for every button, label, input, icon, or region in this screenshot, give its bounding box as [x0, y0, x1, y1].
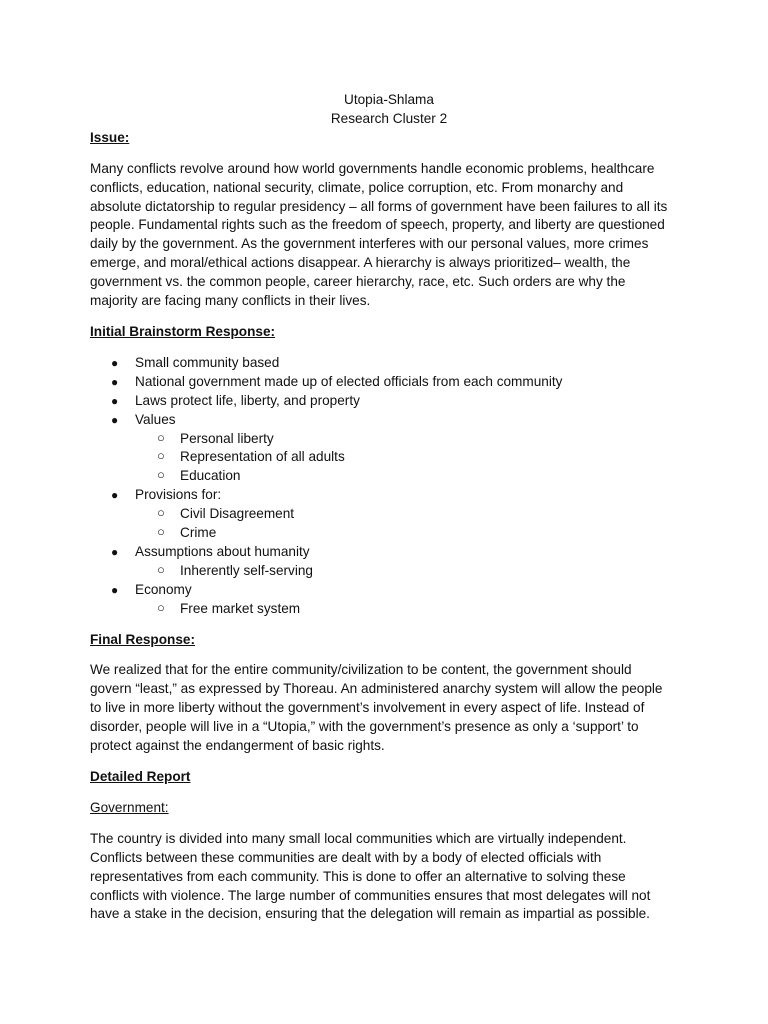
- bullet-icon: ●: [111, 582, 119, 597]
- list-item-label: National government made up of elected officials from each community: [135, 373, 563, 389]
- sub-list: [135, 430, 688, 487]
- list-item-label: Provisions for:: [135, 487, 222, 503]
- final-response-paragraph: [90, 661, 688, 756]
- bullet-icon: ●: [111, 544, 119, 559]
- document-subtitle: Research Cluster 2: [330, 110, 448, 126]
- list-item-label: Assumptions about humanity: [135, 543, 310, 559]
- sub-list-item: [135, 562, 688, 581]
- circle-bullet-icon: ○: [157, 448, 165, 464]
- circle-bullet-icon: ○: [157, 429, 165, 445]
- document-title: Utopia-Shlama: [344, 92, 434, 107]
- sub-list-item-label: Education: [180, 468, 241, 484]
- final-line: We realized that for the entire community/civilization to be content, the government should: [90, 662, 632, 678]
- sub-list-item-label: Civil Disagreement: [180, 506, 295, 522]
- issue-line: government vs. the common people, career hierarchy, race, etc. Such orders are why the: [90, 274, 626, 290]
- circle-bullet-icon: ○: [157, 561, 165, 577]
- sub-list-item-label: Crime: [180, 525, 217, 541]
- bullet-icon: ●: [111, 488, 119, 503]
- sub-list-item: [135, 505, 688, 524]
- sub-list-item-label: Inherently self-serving: [180, 562, 313, 578]
- sub-list: [135, 562, 688, 581]
- detailed-report-heading: Detailed Report: [90, 769, 191, 784]
- circle-bullet-icon: ○: [157, 467, 165, 483]
- final-line: protect against the endangerment of basic rights.: [90, 738, 385, 754]
- circle-bullet-icon: ○: [157, 524, 165, 540]
- sub-list-item-label: Personal liberty: [180, 430, 274, 446]
- list-item: [90, 373, 688, 392]
- issue-line: emerge, and moral/ethical actions disappear. A hierarchy is always prioritized– wealth, the: [90, 255, 631, 271]
- sub-list-item: [135, 467, 688, 486]
- issue-line: conflicts, education, national security, climate, police corruption, etc. From monarchy and: [90, 179, 624, 195]
- list-item-label: Economy: [135, 581, 192, 597]
- sub-list-item: [135, 600, 688, 619]
- issue-paragraph: [90, 160, 688, 311]
- sub-list-item: [135, 524, 688, 543]
- document-page: [90, 91, 688, 924]
- issue-line: daily by the government. As the government interferes with our personal values, more crimes: [90, 236, 649, 252]
- final-line: to live in more liberty without the government’s involvement in every aspect of life. Instead of: [90, 700, 645, 716]
- brainstorm-list: [90, 354, 688, 619]
- list-item: [90, 543, 688, 581]
- government-subheading: Government:: [90, 799, 169, 815]
- list-item-label: Small community based: [135, 354, 280, 370]
- bullet-icon: ●: [111, 374, 119, 389]
- issue-line: Many conflicts revolve around how world governments handle economic problems, healthcare: [90, 160, 655, 176]
- final-line: govern “least,” as expressed by Thoreau. An administered anarchy system will allow the people: [90, 681, 663, 697]
- sub-list: [135, 505, 688, 543]
- sub-list-item-label: Representation of all adults: [180, 449, 345, 465]
- sub-list-item: [135, 430, 688, 449]
- issue-line: people. Fundamental rights such as the freedom of speech, property, and liberty are questioned: [90, 217, 665, 233]
- sub-list-item-label: Free market system: [180, 600, 301, 616]
- report-line: representatives from each community. This is done to offer an alternative to solving these: [90, 868, 626, 884]
- report-line: conflicts with violence. The large number of communities ensures that most delegates will not: [90, 887, 651, 903]
- issue-line: absolute dictatorship to regular presidency – all forms of government have been failures to all its: [90, 198, 668, 214]
- circle-bullet-icon: ○: [157, 505, 165, 521]
- report-line: Conflicts between these communities are dealt with by a body of elected officials with: [90, 849, 602, 865]
- circle-bullet-icon: ○: [157, 599, 165, 615]
- list-item: [90, 486, 688, 543]
- report-line: The country is divided into many small local communities which are virtually independent.: [90, 830, 627, 846]
- bullet-icon: ●: [111, 412, 119, 427]
- list-item: [90, 411, 688, 487]
- government-paragraph: [90, 830, 688, 925]
- bullet-icon: ●: [111, 393, 119, 408]
- sub-list-item: [135, 448, 688, 467]
- final-response-heading: Final Response:: [90, 631, 195, 647]
- sub-list: [135, 600, 688, 619]
- report-line: have a stake in the decision, ensuring that the delegation will remain as impartial as possible.: [90, 906, 650, 922]
- issue-heading: Issue:: [90, 129, 130, 145]
- bullet-icon: ●: [111, 355, 119, 370]
- list-item-label: Laws protect life, liberty, and property: [135, 392, 360, 408]
- list-item-label: Values: [135, 411, 176, 427]
- final-line: disorder, people will live in a “Utopia,” with the government’s presence as only a ‘support’ to: [90, 719, 639, 735]
- issue-line: majority are facing many conflicts in their lives.: [90, 293, 371, 309]
- list-item: [90, 581, 688, 619]
- brainstorm-heading: Initial Brainstorm Response:: [90, 323, 276, 339]
- list-item: [90, 392, 688, 411]
- list-item: [90, 354, 688, 373]
